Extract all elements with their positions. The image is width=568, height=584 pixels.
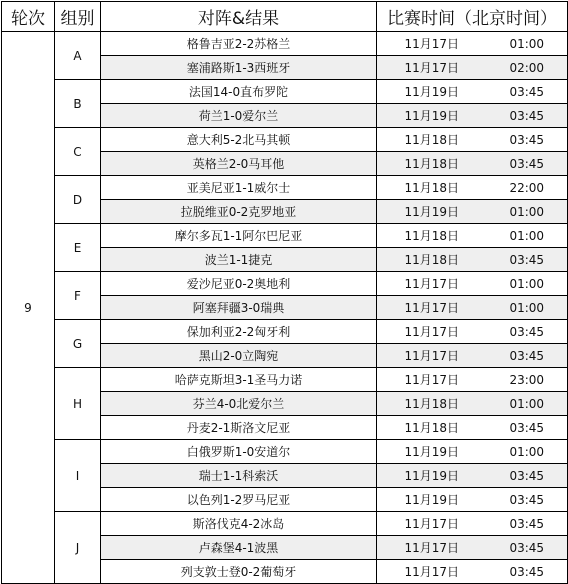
time-cell: 03:45	[487, 512, 568, 536]
date-cell: 11月19日	[377, 200, 487, 224]
date-cell: 11月18日	[377, 224, 487, 248]
time-cell: 03:45	[487, 104, 568, 128]
group-cell: G	[55, 320, 101, 368]
time-cell: 22:00	[487, 176, 568, 200]
time-cell: 03:45	[487, 560, 568, 584]
table-row	[2, 320, 568, 344]
group-cell: F	[55, 272, 101, 320]
date-cell: 11月17日	[377, 56, 487, 80]
match-cell: 黑山2-0立陶宛	[101, 344, 377, 368]
table-row	[2, 176, 568, 200]
match-cell: 英格兰2-0马耳他	[101, 152, 377, 176]
time-cell: 03:45	[487, 320, 568, 344]
match-cell: 亚美尼亚1-1威尔士	[101, 176, 377, 200]
match-cell: 白俄罗斯1-0安道尔	[101, 440, 377, 464]
match-cell: 法国14-0直布罗陀	[101, 80, 377, 104]
match-cell: 格鲁吉亚2-2苏格兰	[101, 32, 377, 56]
time-cell: 01:00	[487, 272, 568, 296]
group-cell: A	[55, 32, 101, 80]
date-cell: 11月19日	[377, 488, 487, 512]
date-cell: 11月18日	[377, 176, 487, 200]
match-cell: 斯洛伐克4-2冰岛	[101, 512, 377, 536]
time-cell: 01:00	[487, 296, 568, 320]
match-cell: 丹麦2-1斯洛文尼亚	[101, 416, 377, 440]
date-cell: 11月17日	[377, 368, 487, 392]
date-cell: 11月17日	[377, 296, 487, 320]
table-row	[2, 80, 568, 104]
time-cell: 03:45	[487, 152, 568, 176]
group-cell: B	[55, 80, 101, 128]
header-group: 组别	[55, 2, 101, 32]
table-body	[2, 32, 568, 584]
time-cell: 03:45	[487, 128, 568, 152]
table-row	[2, 32, 568, 56]
date-cell: 11月17日	[377, 560, 487, 584]
match-cell: 摩尔多瓦1-1阿尔巴尼亚	[101, 224, 377, 248]
round-cell: 9	[2, 32, 55, 584]
table-row	[2, 128, 568, 152]
time-cell: 01:00	[487, 392, 568, 416]
date-cell: 11月17日	[377, 32, 487, 56]
time-cell: 01:00	[487, 32, 568, 56]
match-cell: 爱沙尼亚0-2奥地利	[101, 272, 377, 296]
date-cell: 11月18日	[377, 392, 487, 416]
date-cell: 11月18日	[377, 152, 487, 176]
match-cell: 荷兰1-0爱尔兰	[101, 104, 377, 128]
group-cell: J	[55, 512, 101, 584]
match-cell: 卢森堡4-1波黑	[101, 536, 377, 560]
date-cell: 11月19日	[377, 104, 487, 128]
table-row	[2, 512, 568, 536]
date-cell: 11月17日	[377, 344, 487, 368]
match-cell: 列支敦士登0-2葡萄牙	[101, 560, 377, 584]
date-cell: 11月19日	[377, 464, 487, 488]
match-cell: 意大利5-2北马其顿	[101, 128, 377, 152]
match-cell: 哈萨克斯坦3-1圣马力诺	[101, 368, 377, 392]
match-cell: 以色列1-2罗马尼亚	[101, 488, 377, 512]
time-cell: 03:45	[487, 344, 568, 368]
time-cell: 01:00	[487, 440, 568, 464]
date-cell: 11月17日	[377, 320, 487, 344]
group-cell: D	[55, 176, 101, 224]
group-cell: I	[55, 440, 101, 512]
match-cell: 阿塞拜疆3-0瑞典	[101, 296, 377, 320]
group-cell: C	[55, 128, 101, 176]
date-cell: 11月18日	[377, 248, 487, 272]
time-cell: 23:00	[487, 368, 568, 392]
results-table	[1, 1, 568, 584]
time-cell: 03:45	[487, 80, 568, 104]
header-match: 对阵&结果	[101, 2, 377, 32]
header-round: 轮次	[2, 2, 55, 32]
date-cell: 11月17日	[377, 536, 487, 560]
time-cell: 03:45	[487, 248, 568, 272]
time-cell: 01:00	[487, 200, 568, 224]
match-cell: 芬兰4-0北爱尔兰	[101, 392, 377, 416]
time-cell: 02:00	[487, 56, 568, 80]
time-cell: 03:45	[487, 536, 568, 560]
date-cell: 11月18日	[377, 128, 487, 152]
match-cell: 瑞士1-1科索沃	[101, 464, 377, 488]
match-cell: 保加利亚2-2匈牙利	[101, 320, 377, 344]
header-time: 比赛时间（北京时间）	[377, 2, 568, 32]
match-cell: 塞浦路斯1-3西班牙	[101, 56, 377, 80]
table-row	[2, 440, 568, 464]
date-cell: 11月19日	[377, 80, 487, 104]
date-cell: 11月18日	[377, 416, 487, 440]
match-cell: 拉脱维亚0-2克罗地亚	[101, 200, 377, 224]
table-row	[2, 272, 568, 296]
header-row	[2, 2, 568, 32]
table-row	[2, 368, 568, 392]
time-cell: 03:45	[487, 488, 568, 512]
group-cell: H	[55, 368, 101, 440]
time-cell: 03:45	[487, 416, 568, 440]
time-cell: 03:45	[487, 464, 568, 488]
time-cell: 01:00	[487, 224, 568, 248]
group-cell: E	[55, 224, 101, 272]
date-cell: 11月19日	[377, 440, 487, 464]
date-cell: 11月17日	[377, 272, 487, 296]
match-cell: 波兰1-1捷克	[101, 248, 377, 272]
date-cell: 11月17日	[377, 512, 487, 536]
table-row	[2, 224, 568, 248]
